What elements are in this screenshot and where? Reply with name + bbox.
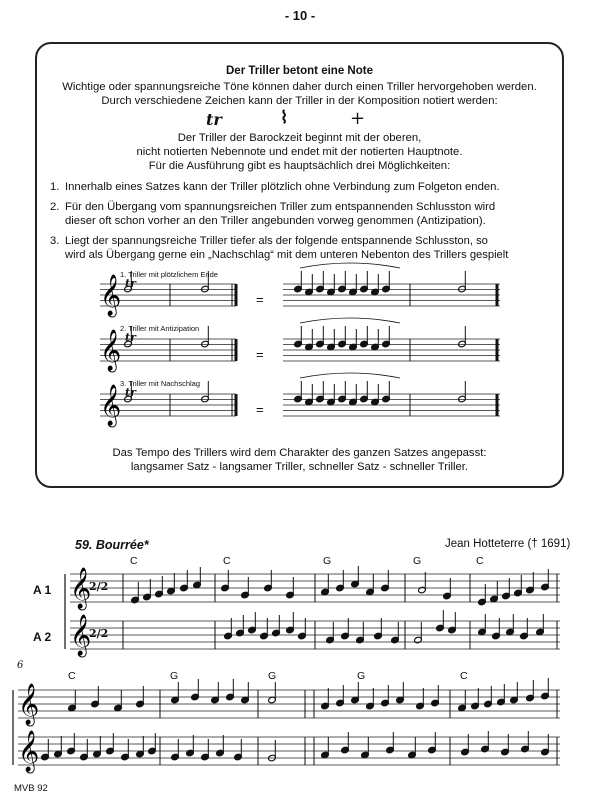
list-item-line: Für den Übergang vom spannungsreichen Triller zum entspannenden Schlusston wird <box>65 201 496 213</box>
trill-plus-symbol: + <box>350 108 366 129</box>
chord-symbol: C <box>68 670 76 682</box>
treble-clef-icon: 𝄞 <box>70 615 92 656</box>
barlines <box>13 284 557 765</box>
chord-symbol: C <box>476 555 484 567</box>
baroque-line-3: Für die Ausführung gibt es hauptsächlich drei Möglichkeiten: <box>148 160 451 172</box>
chord-symbol: C <box>460 670 468 682</box>
chord-symbol: G <box>170 670 179 682</box>
trill-tr-symbol: tr <box>206 110 222 129</box>
treble-clef-icon: 𝄞 <box>100 330 122 371</box>
footer-code: MVB 92 <box>14 783 48 794</box>
example-caption-3: 3. Triller mit Nachschlag <box>120 379 201 388</box>
treble-clef-icon: 𝄞 <box>18 684 40 725</box>
trill-zigzag-symbol: ⌇ <box>280 108 289 128</box>
chord-symbol: G <box>268 670 277 682</box>
list-item-line: Innerhalb eines Satzes kann der Triller plötzlich ohne Verbindung zum Folgeton enden. <box>65 181 500 193</box>
chord-symbol: G <box>413 555 422 567</box>
equals-sign: = <box>256 292 264 307</box>
slur <box>300 318 400 323</box>
intro-line-2: Durch verschiedene Zeichen kann der Triller in der Komposition notiert werden: <box>101 95 498 107</box>
tempo-line-2: langsamer Satz - langsamer Triller, schneller Satz - schneller Triller. <box>130 461 469 473</box>
chord-symbol: C <box>223 555 231 567</box>
time-signature: 2/2 <box>89 627 109 640</box>
treble-clef-icon: 𝄞 <box>70 568 92 609</box>
chord-symbol: G <box>357 670 366 682</box>
list-item-number: 2. <box>50 201 60 213</box>
baroque-line-1: Der Triller der Barockzeit beginnt mit der oberen, <box>177 132 422 144</box>
box-title: Der Triller betont eine Note <box>226 65 373 77</box>
slur <box>300 263 400 268</box>
trill-mark: tr <box>125 331 136 344</box>
trill-mark: tr <box>125 277 136 290</box>
chord-symbol: G <box>323 555 332 567</box>
example-caption-1: 1. Triller mit plötzlichem Ende <box>120 270 218 279</box>
treble-clef-icon: 𝄞 <box>18 731 40 772</box>
chord-symbol: C <box>130 555 138 567</box>
page-number: - 10 - <box>284 8 316 23</box>
part-label-a2: A 2 <box>33 630 52 644</box>
clefs <box>18 274 121 773</box>
composer: Jean Hotteterre († 1691) <box>445 538 571 550</box>
trill-mark: tr <box>125 386 136 399</box>
slur <box>300 373 400 378</box>
baroque-line-2: nicht notierten Nebennote und endet mit der notierten Hauptnote. <box>136 146 463 158</box>
intro-line-1: Wichtige oder spannungsreiche Töne können daher durch einen Triller hervorgehoben werden. <box>62 81 537 93</box>
list-item-number: 1. <box>50 181 60 193</box>
part-label-a1: A 1 <box>33 583 52 597</box>
example-caption-2: 2. Triller mit Antizipation <box>120 324 200 333</box>
list-item-line: Liegt der spannungsreiche Triller tiefer als der folgende entspannende Schlusston, so <box>65 235 488 247</box>
list-item-number: 3. <box>50 235 60 247</box>
treble-clef-icon: 𝄞 <box>100 275 122 316</box>
treble-clef-icon: 𝄞 <box>100 385 122 426</box>
list-item-line: wird als Übergang gerne ein „Nachschlag“ mit dem unteren Nebenton des Trillers gespielt <box>65 249 509 262</box>
piece-title: 59. Bourrée* <box>75 538 149 552</box>
tempo-line-1: Das Tempo des Trillers wird dem Charakter des ganzen Satzes angepasst: <box>112 447 487 459</box>
measure-number: 6 <box>17 660 24 671</box>
list-item-line: dieser oft schon vorher an den Triller angebunden vorweg genommen (Antizipation). <box>65 215 486 228</box>
equals-sign: = <box>256 347 264 362</box>
time-signature: 2/2 <box>89 580 109 593</box>
equals-sign: = <box>256 402 264 417</box>
